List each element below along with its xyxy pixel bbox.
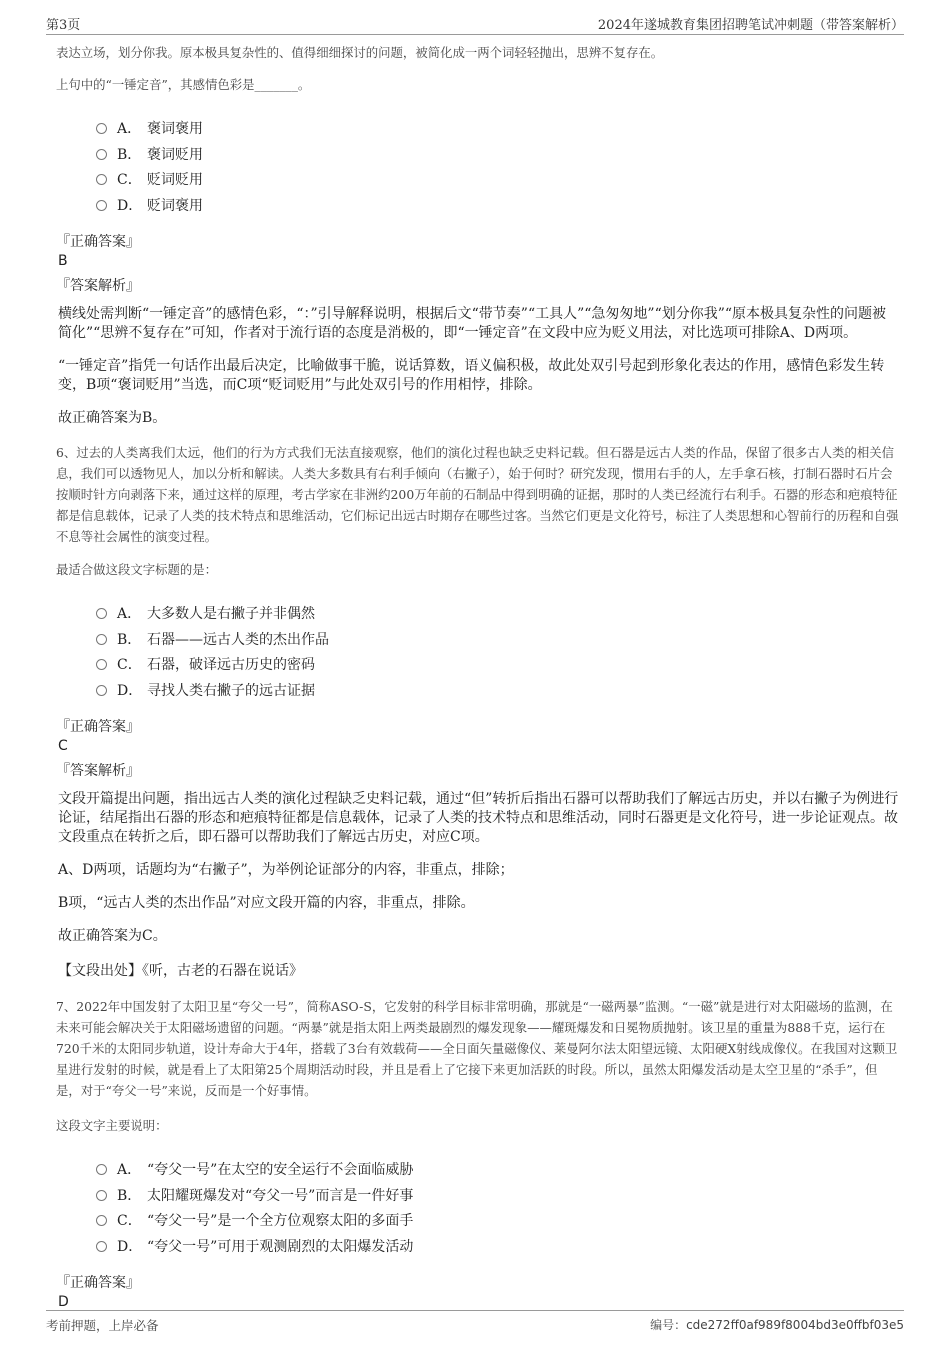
q5-analysis-label: 『答案解析』: [56, 278, 140, 294]
footer-slogan: 考前押题，上岸必备: [46, 1318, 159, 1333]
q6-analysis-label: 『答案解析』: [56, 763, 140, 779]
q7-prompt: 这段文字主要说明：: [56, 1118, 168, 1133]
radio-icon[interactable]: [96, 634, 107, 645]
document-code: 编号：cde272ff0af989f8004bd3e0ffbf03e5: [650, 1318, 904, 1332]
page-header: [46, 14, 904, 35]
q5-analysis-conclusion: 故正确答案为B。: [58, 410, 167, 426]
q7-text: 7、2022年中国发射了太阳卫星“夸父一号”，简称ASO-S，它发射的科学目标非常明确，那就是“一磁两暴”监测。“一磁”就是进行对太阳磁场的监测，在未来可能会解决关于太阳磁场遗留的问题。“两暴”就是指太阳上两类最剧烈的爆发现象——耀斑爆发和日冕物质抛射。该卫星的重量为888千克，运行在720千米的太阳同步轨道，设计寿命大于4年，搭载了3台有效载荷——全日面矢量磁像仪、莱曼阿尔法太阳望远镜、太阳硬X射线成像仪。在我国对这颗卫星进行发射的时候，就是看上了太阳第25个周期活动时段，并且是看上了它接下来更加活跃的时段。所以，虽然太阳爆发活动是太空卫星的“杀手”，但是，对于“夸父一号”来说，反而是一个好事情。: [56, 999, 898, 1098]
q5-prompt: 上句中的“一锤定音”，其感情色彩是_______。: [56, 77, 311, 92]
q5-option-a[interactable]: A． 褒词褒用: [96, 117, 900, 143]
q5-answer: B: [58, 253, 68, 269]
radio-icon[interactable]: [96, 149, 107, 160]
q6-text: 6、过去的人类离我们太远，他们的行为方式我们无法直接观察，他们的演化过程也缺乏史料记载。但石器是远古人类的作品，保留了很多古人类的相关信息，我们可以透物见人，加以分析和解读。人类大多数具有右利手倾向（右撇子），始于何时？研究发现，惯用右手的人，左手拿石核，打制石器时石片会按顺时针方向剥落下来，通过这样的原理，考古学家在非洲约200万年前的石制品中得到明确的证据，那时的人类已经流行右利手。石器的形态和疤痕特征都是信息载体，记录了人类的技术特点和思维活动，它们标记出远古时期存在哪些过客。当然它们更是文化符号，标注了人类思想和心智前行的历程和自强不息等社会属性的演变过程。: [56, 445, 899, 544]
q7-option-b[interactable]: B． 太阳耀斑爆发对“夸父一号”而言是一件好事: [96, 1184, 900, 1210]
q5-options: [96, 117, 900, 219]
radio-icon[interactable]: [96, 123, 107, 134]
q5-analysis-para: 横线处需判断“一锤定音”的感情色彩，“：”引导解释说明，根据后文“带节奏”“工具人”“急匆匆地”“划分你我”“原本极具复杂性的问题被简化”“思辨不复存在”可知，作者对于流行语的态度是消极的，即“一锤定音”在文段中应为贬义用法，对比选项可排除A、D两项。: [58, 306, 887, 341]
q6-analysis-conclusion: 故正确答案为C。: [58, 928, 167, 944]
q5-answer-label: 『正确答案』: [56, 234, 140, 250]
page-content: [56, 42, 900, 1318]
q5-option-c[interactable]: C． 贬词贬用: [96, 168, 900, 194]
radio-icon[interactable]: [96, 1241, 107, 1252]
q6-option-b[interactable]: B． 石器——远古人类的杰出作品: [96, 628, 900, 654]
q6-options: [96, 602, 900, 704]
q6-analysis-para: 文段开篇提出问题，指出远古人类的演化过程缺乏史料记载，通过“但”转折后指出石器可以帮助我们了解远古历史，并以右撇子为例进行论证，结尾指出石器的形态和疤痕特征都是信息载体，记录了人类的技术特点和思维活动，同时石器更是文化符号，进一步论证观点。故文段重点在转折之后，即石器可以帮助我们了解远古历史，对应C项。: [58, 791, 899, 845]
q6-analysis-para: B项，“远古人类的杰出作品”对应文段开篇的内容，非重点，排除。: [58, 895, 475, 911]
q6-analysis-para: A、D两项，话题均为“右撇子”，为举例论证部分的内容，非重点，排除；: [58, 862, 514, 878]
page-footer: [46, 1310, 904, 1335]
q6-prompt: 最适合做这段文字标题的是：: [56, 562, 218, 577]
page-number: 第3页: [46, 18, 81, 33]
radio-icon[interactable]: [96, 1190, 107, 1201]
radio-icon[interactable]: [96, 659, 107, 670]
radio-icon[interactable]: [96, 685, 107, 696]
radio-icon[interactable]: [96, 200, 107, 211]
q6-answer: C: [58, 738, 68, 754]
q5-analysis-para: “一锤定音”指凭一句话作出最后决定，比喻做事干脆，说话算数，语义偏积极，故此处双引号起到形象化表达的作用，感情色彩发生转变，B项“褒词贬用”当选，而C项“贬词贬用”与此处双引号的作用相悖，排除。: [58, 358, 885, 393]
q7-option-c[interactable]: C． “夸父一号”是一个全方位观察太阳的多面手: [96, 1209, 900, 1235]
q5-text-tail: 表达立场，划分你我。原本极具复杂性的、值得细细探讨的问题，被简化成一两个词轻轻抛出，思辨不复存在。: [56, 45, 664, 60]
q7-option-d[interactable]: D． “夸父一号”可用于观测剧烈的太阳爆发活动: [96, 1235, 900, 1261]
q6-source: 【文段出处】《听，古老的石器在说话》: [58, 963, 303, 979]
radio-icon[interactable]: [96, 174, 107, 185]
q7-answer: D: [58, 1294, 69, 1310]
q6-analysis: [58, 790, 900, 946]
q7-options: [96, 1158, 900, 1260]
document-title: 2024年遂城教育集团招聘笔试冲刺题（带答案解析）: [597, 18, 904, 33]
q7-option-a[interactable]: A． “夸父一号”在太空的安全运行不会面临威胁: [96, 1158, 900, 1184]
q6-answer-label: 『正确答案』: [56, 719, 140, 735]
q6-option-d[interactable]: D． 寻找人类右撇子的远古证据: [96, 679, 900, 705]
q5-option-b[interactable]: B． 褒词贬用: [96, 143, 900, 169]
q5-option-d[interactable]: D． 贬词褒用: [96, 194, 900, 220]
q6-option-c[interactable]: C． 石器，破译远古历史的密码: [96, 653, 900, 679]
q6-option-a[interactable]: A． 大多数人是右撇子并非偶然: [96, 602, 900, 628]
radio-icon[interactable]: [96, 1164, 107, 1175]
radio-icon[interactable]: [96, 1215, 107, 1226]
q5-analysis: [58, 305, 900, 428]
q7-answer-label: 『正确答案』: [56, 1275, 140, 1291]
radio-icon[interactable]: [96, 608, 107, 619]
